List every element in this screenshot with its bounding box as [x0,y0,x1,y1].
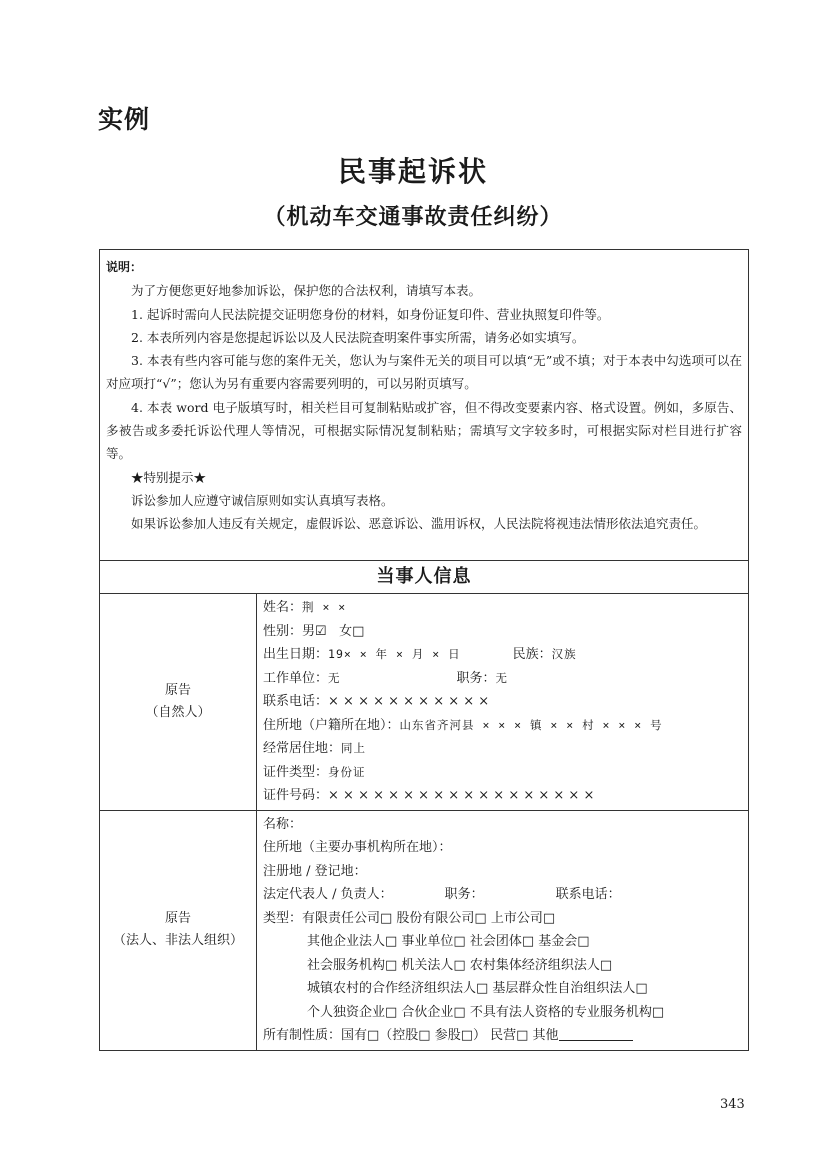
position-value[interactable]: 无 [495,670,509,685]
field-label: 经常居住地： [263,741,342,756]
field-label: 名称： [263,816,303,832]
org-name-line[interactable] [263,813,742,837]
org-type-options[interactable]: 社会服务机构□ 机关法人□ 农村集体经济组织法人□ [307,957,613,973]
field-label: 联系电话： [555,887,621,902]
row-label: 原告 [164,911,191,926]
plaintiff-organization-fields [257,811,748,1050]
org-type-line [263,977,742,1001]
field-label: 出生日期： [263,647,329,662]
ownership-other-blank[interactable] [559,1026,633,1041]
instruction-paragraph: 1. 起诉时需向人民法院提交证明您身份的材料，如身份证复印件、营业执照复印件等。 [131,306,610,322]
field-label: 性别： [263,623,303,639]
name-line [263,596,742,620]
row-label-qualifier: （自然人） [145,704,211,720]
instructions-label: 说明： [106,260,143,274]
plaintiff-organization-label [100,811,257,1050]
id-type-value[interactable]: 身份证 [328,764,366,779]
instructions-box [100,250,748,561]
instruction-paragraph: 诉讼参加人应遵守诚信原则如实认真填写表格。 [131,492,394,508]
field-label: 证件类型： [263,764,329,780]
field-label: 民族： [512,647,552,662]
special-notice-heading: ★特别提示★ [131,469,207,485]
org-type-line [263,1001,742,1025]
field-label: 职务： [444,887,484,902]
instruction-paragraph: 为了方便您更好地参加诉讼，保护您的合法权利，请填写本表。 [131,283,482,299]
row-label-qualifier: （法人、非法人组织） [112,933,243,948]
residence-value[interactable]: 山东省齐河县 × × × 镇 × × 村 × × × 号 [399,717,663,732]
party-info-heading: 当事人信息 [100,561,748,594]
org-type-options[interactable]: 个人独资企业□ 合伙企业□ 不具有法人资格的专业服务机构□ [307,1004,665,1020]
plaintiff-natural-person-row [100,594,748,811]
id-number-line [263,784,742,808]
name-value[interactable]: 荆 × × [302,600,347,614]
complaint-form [99,249,749,1051]
birth-date-value[interactable]: 19× × 年 × 月 × 日 [328,647,461,661]
page-number: 343 [720,1097,745,1112]
phone-value[interactable]: × × × × × × × × × × × [328,694,490,709]
instruction-paragraph: 如果诉讼参加人违反有关规定，虚假诉讼、恶意诉讼、滥用诉权，人民法院将视违法情形依法追究责任。 [131,516,707,532]
field-label: 姓名： [263,600,303,615]
ethnicity-value[interactable]: 汉族 [551,647,577,661]
phone-line [263,690,742,714]
habitual-residence-value[interactable]: 同上 [341,741,367,755]
org-type-options[interactable]: 其他企业法人□ 事业单位□ 社会团体□ 基金会□ [307,934,590,949]
org-type-line [263,907,742,931]
field-label: 职务： [456,670,496,686]
id-number-value[interactable]: × × × × × × × × × × × × × × × × × × [328,788,595,803]
document-subtitle: （机动车交通事故责任纠纷） [263,204,563,230]
instruction-paragraph: 2. 本表所列内容是您提起诉讼以及人民法院查明案件事实所需，请务必如实填写。 [131,329,585,345]
org-legal-rep-line[interactable] [263,883,742,907]
employer-line [263,667,742,691]
plaintiff-organization-row [100,811,748,1050]
field-label: 类型： [263,910,303,926]
field-label: 联系电话： [263,694,329,709]
org-type-options[interactable]: 有限责任公司□ 股份有限公司□ 上市公司□ [302,910,556,926]
gender-male-checkbox[interactable]: 男☑ [302,623,327,639]
instruction-paragraph: 3. 本表有些内容可能与您的案件无关，您认为与案件无关的项目可以填“无”或不填；对于本表中勾选项可以在对应项打“√”；您认为另有重要内容需要列明的，可以另附页填写。 [106,353,742,392]
field-label: 注册地 / 登记地： [263,863,367,879]
id-type-line [263,761,742,785]
employer-value[interactable]: 无 [328,670,341,685]
plaintiff-natural-label [100,594,257,810]
field-label: 住所地（户籍所在地）： [263,717,400,733]
residence-line [263,714,742,738]
org-type-options[interactable]: 城镇农村的合作经济组织法人□ 基层群众性自治组织法人□ [307,981,648,996]
ownership-options[interactable]: 国有□（控股□ 参股□） 民营□ 其他 [341,1028,559,1043]
org-type-line [263,930,742,954]
field-label: 证件号码： [263,788,329,803]
instruction-paragraph: 4. 本表 word 电子版填写时，相关栏目可复制粘贴或扩容，但不得改变要素内容、格式设置。例如，多原告、多被告或多委托诉讼代理人等情况，可根据实际情况复制粘贴；需填写文字较多时，可根据实际对栏目进行扩容等。 [106,399,742,462]
org-registry-line[interactable] [263,860,742,884]
gender-line [263,620,742,644]
ownership-line [263,1024,742,1048]
gender-female-checkbox[interactable]: 女□ [339,623,365,639]
section-label: 实例 [98,105,151,134]
document-title: 民事起诉状 [337,155,488,188]
field-label: 法定代表人 / 负责人： [263,887,393,902]
field-label: 所有制性质： [263,1028,342,1043]
org-address-line[interactable] [263,836,742,860]
field-label: 住所地（主要办事机构所在地）： [263,840,452,855]
birth-ethnicity-line [263,643,742,667]
field-label: 工作单位： [263,670,329,686]
row-label: 原告 [164,682,191,698]
plaintiff-natural-fields [257,594,748,810]
org-type-line [263,954,742,978]
habitual-residence-line [263,737,742,761]
